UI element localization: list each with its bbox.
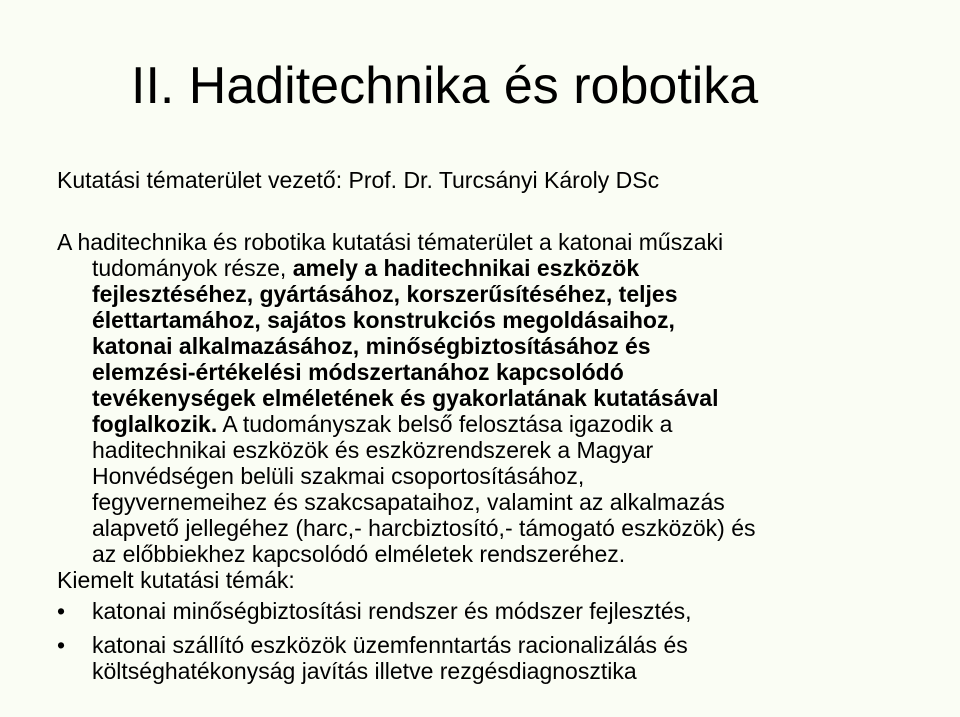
- paragraph-text: tudományok része,: [92, 255, 293, 281]
- paragraph-line: katonai alkalmazásához, minőségbiztosításához és: [92, 333, 651, 359]
- paragraph-line: A haditechnika és robotika kutatási tématerület a katonai műszaki: [57, 229, 724, 255]
- list-item-line: katonai minőségbiztosítási rendszer és módszer fejlesztés,: [92, 598, 692, 624]
- key-topics-heading: Kiemelt kutatási témák:: [57, 567, 295, 593]
- list-item: [57, 632, 917, 684]
- paragraph-bold-text: foglalkozik.: [92, 411, 218, 437]
- paragraph-bold-text: amely a haditechnikai eszközök: [292, 255, 640, 281]
- paragraph-line: [57, 255, 917, 281]
- paragraph-line: elemzési-értékelési módszertanához kapcsolódó: [92, 359, 624, 385]
- paragraph-line: [57, 411, 917, 437]
- paragraph-line: tevékenységek elméletének és gyakorlatának kutatásával: [92, 385, 719, 411]
- description-paragraph: [57, 229, 917, 567]
- list-item-line: költséghatékonyság javítás illetve rezgésdiagnosztika: [92, 658, 637, 684]
- paragraph-line: alapvető jellegéhez (harc,- harcbiztosító,- támogató eszközök) és: [92, 515, 756, 541]
- paragraph-line: fejlesztéséhez, gyártásához, korszerűsítéséhez, teljes: [92, 281, 678, 307]
- paragraph-line: fegyvernemeihez és szakcsapataihoz, valamint az alkalmazás: [92, 489, 725, 515]
- research-lead-line: Kutatási tématerület vezető: Prof. Dr. Turcsányi Károly DSc: [57, 167, 660, 193]
- list-item-text: [92, 598, 917, 624]
- bullet-icon: •: [57, 632, 66, 658]
- list-item: [57, 598, 917, 624]
- paragraph-line: az előbbiekhez kapcsolódó elméletek rendszeréhez.: [92, 541, 626, 567]
- slide-title: II. Haditechnika és robotika: [131, 57, 759, 115]
- key-topics-list: [57, 598, 917, 692]
- paragraph-line: élettartamához, sajátos konstrukciós megoldásaihoz,: [92, 307, 675, 333]
- paragraph-text: A tudományszak belső felosztása igazodik a: [217, 411, 673, 437]
- paragraph-line: haditechnikai eszközök és eszközrendszerek a Magyar: [92, 437, 654, 463]
- paragraph-line: Honvédségen belüli szakmai csoportosításához,: [92, 463, 585, 489]
- list-item-line: katonai szállító eszközök üzemfenntartás racionalizálás és: [92, 632, 688, 658]
- bullet-icon: •: [57, 598, 66, 624]
- list-item-text: [92, 632, 917, 684]
